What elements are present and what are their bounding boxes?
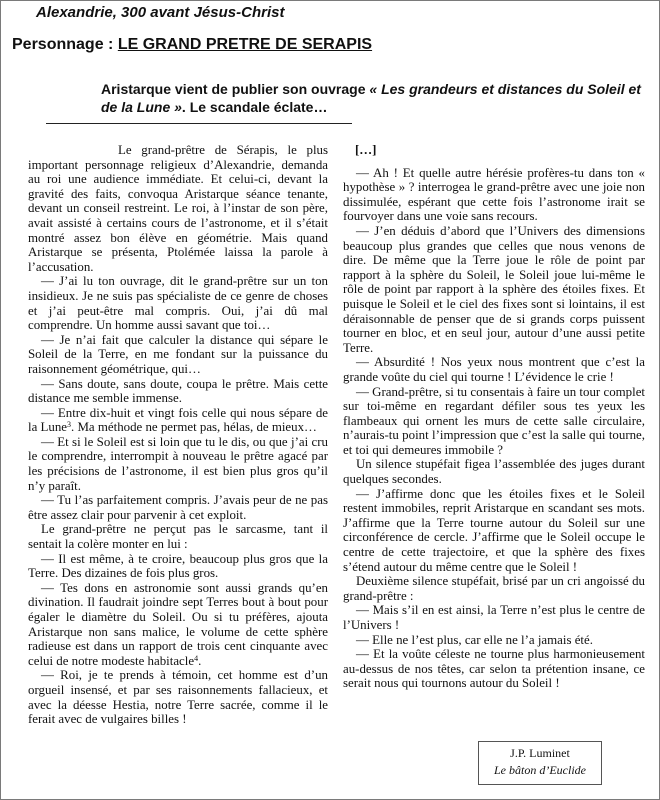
- paragraph: — Sans doute, sans doute, coupa le prêtre. Mais cette distance me semble immense.: [28, 376, 328, 406]
- paragraph: [28, 406, 328, 435]
- paragraph: — Et la voûte céleste ne tourne plus harmonieusement au-dessus de nos têtes, car selon ta prétention insane, ce serait nous qui tournons autour du Soleil !: [343, 647, 645, 691]
- paragraph-text: .: [198, 653, 202, 668]
- signature-author: J.P. Luminet: [510, 746, 570, 760]
- paragraph: [28, 581, 328, 669]
- signature-box: [478, 741, 602, 785]
- paragraph: — J’affirme donc que les étoiles fixes et le Soleil restent immobiles, reprit Aristarque en scandant ses mots. J’affirme que la Terre tourne autour du Soleil sur une circonférence de cercle. J’affirme que le Soleil occupe le centre de cette trajectoire, et que la sphère des fixes s’étend autour du même centre que le Soleil !: [343, 486, 645, 574]
- intro-prefix: Aristarque vient de publier son ouvrage: [101, 81, 370, 97]
- paragraph: Le grand-prêtre ne perçut pas le sarcasme, tant il sentait la colère monter en lui :: [28, 522, 328, 552]
- paragraph: — Il est même, à te croire, beaucoup plus gros que la Terre. Des dizaines de fois plus gros.: [28, 551, 328, 581]
- paragraph: — Grand-prêtre, si tu consentais à faire un tour complet sur toi-même en regardant défiler sous tes yeux les flambeaux qui ornent les murs de cette salle circulaire, n’aurais-tu point l’impression que c’est la salle qui tourne, et toi qui demeures immobile ?: [343, 384, 645, 457]
- paragraph: — J’ai lu ton ouvrage, dit le grand-prêtre sur un ton insidieux. Je ne suis pas spécialiste de ce genre de choses et j’ai peut-être mal compris. Oui, j’ai dû mal comprendre. Un homme aussi savant que toi…: [28, 274, 328, 333]
- character-name: LE GRAND PRETRE DE SERAPIS: [117, 36, 373, 53]
- intro-book-title: « Les grandeurs et distances du Soleil et de la Lune »: [101, 81, 641, 115]
- paragraph: — Mais s’il en est ainsi, la Terre n’est plus le centre de l’Univers !: [343, 603, 645, 632]
- paragraph: Deuxième silence stupéfait, brisé par un cri angoissé du grand-prêtre :: [343, 574, 645, 603]
- paragraph: — Elle ne l’est plus, car elle ne l’a jamais été.: [356, 632, 593, 647]
- paragraph: — Ah ! Et quelle autre hérésie profères-tu dans ton « hypothèse » ? interrogea le grand-prêtre avec une joie non dissimulée, espérant que cette fois l’astronome irait se fourvoyer dans une voie sans recours.: [343, 165, 645, 224]
- left-column: [28, 143, 328, 727]
- right-column: [343, 143, 645, 691]
- paragraph: — Je n’ai fait que calculer la distance qui sépare le Soleil de la Terre, en me fondant sur la puissance du raisonnement géométrique, qui…: [28, 332, 328, 376]
- divider-line: [46, 123, 352, 124]
- footnote-ref: 3: [67, 420, 72, 430]
- paragraph: — Tu l’as parfaitement compris. J’avais peur de ne pas être assez clair pour parvenir à cet exploit.: [28, 493, 328, 522]
- paragraph-text: . Ma méthode ne permet pas, hélas, de mieux…: [71, 420, 317, 435]
- paragraph: — J’en déduis d’abord que l’Univers des dimensions beaucoup plus grandes que celles que nous venons de dire. De même que la Terre joue le rôle de point par rapport à la sphère du Soleil, le Soleil joue lui-même le rôle de point par rapport à la sphère des étoiles fixes. Et puisque le Soleil et le ciel des fixes sont si lointains, il est déraisonnable de penser que de si grands corps puissent tourner en bloc, et en seul jour, autour d’une aussi petite Terre.: [343, 223, 645, 355]
- place-date: Alexandrie, 300 avant Jésus-Christ: [36, 4, 285, 21]
- footnote-ref: 4: [194, 653, 199, 663]
- character-label: Personnage :: [12, 36, 114, 53]
- cut-marker: […]: [355, 143, 377, 157]
- paragraph: Le grand-prêtre de Sérapis, le plus important personnage religieux d’Alexandrie, demanda au roi une audience immédiate. Et celui-ci, devant la gravité des faits, convoqua Aristarque séance tenante, devant un conseil restreint. Le roi, à l’instar de son père, avait assisté à certains cours de l’astronome, et il s’était montré assez bon élève en géométrie. Mais quand Aristarque se présenta, Ptolémée laissa la parole à l’accusation.: [28, 143, 328, 274]
- paragraph: — Et si le Soleil est si loin que tu le dis, ou que j’ai cru le comprendre, interrompit à nouveau le prêtre agacé par les précisions de l’astronome, il est bien plus gros qu’il n’y paraît.: [28, 434, 328, 493]
- character-heading: [12, 36, 372, 54]
- paragraph: — Absurdité ! Nos yeux nous montrent que c’est la grande voûte du ciel qui tourne ! L’évidence le crie !: [343, 355, 645, 384]
- signature-book: Le bâton d’Euclide: [494, 763, 586, 777]
- paragraph: Un silence stupéfait figea l’assemblée des juges durant quelques secondes.: [343, 457, 645, 487]
- paragraph-text: — Tes dons en astronomie sont aussi grands qu’en divination. Il faudrait joindre sept Terres bout à bout pour égaler le diamètre du Soleil. Ou si tu préfères, ajouta Aristarque non sans malice, le volume de cette sphère radieuse est dans un rapport de trois cent cinquante avec celui de notre modeste habitacle: [28, 580, 328, 668]
- intro-suffix: . Le scandale éclate…: [181, 99, 328, 115]
- paragraph: — Roi, je te prends à témoin, cet homme est d’un orgueil insensé, et par ses raisonnements fallacieux, et avec la déesse Hestia, notre Terre sacrée, comme il le ferait avec de vulgaires billes !: [28, 668, 328, 727]
- paragraph-text: — Entre dix-huit et vingt fois celle qui nous sépare de la Lune: [28, 405, 328, 435]
- intro-text: [101, 80, 641, 116]
